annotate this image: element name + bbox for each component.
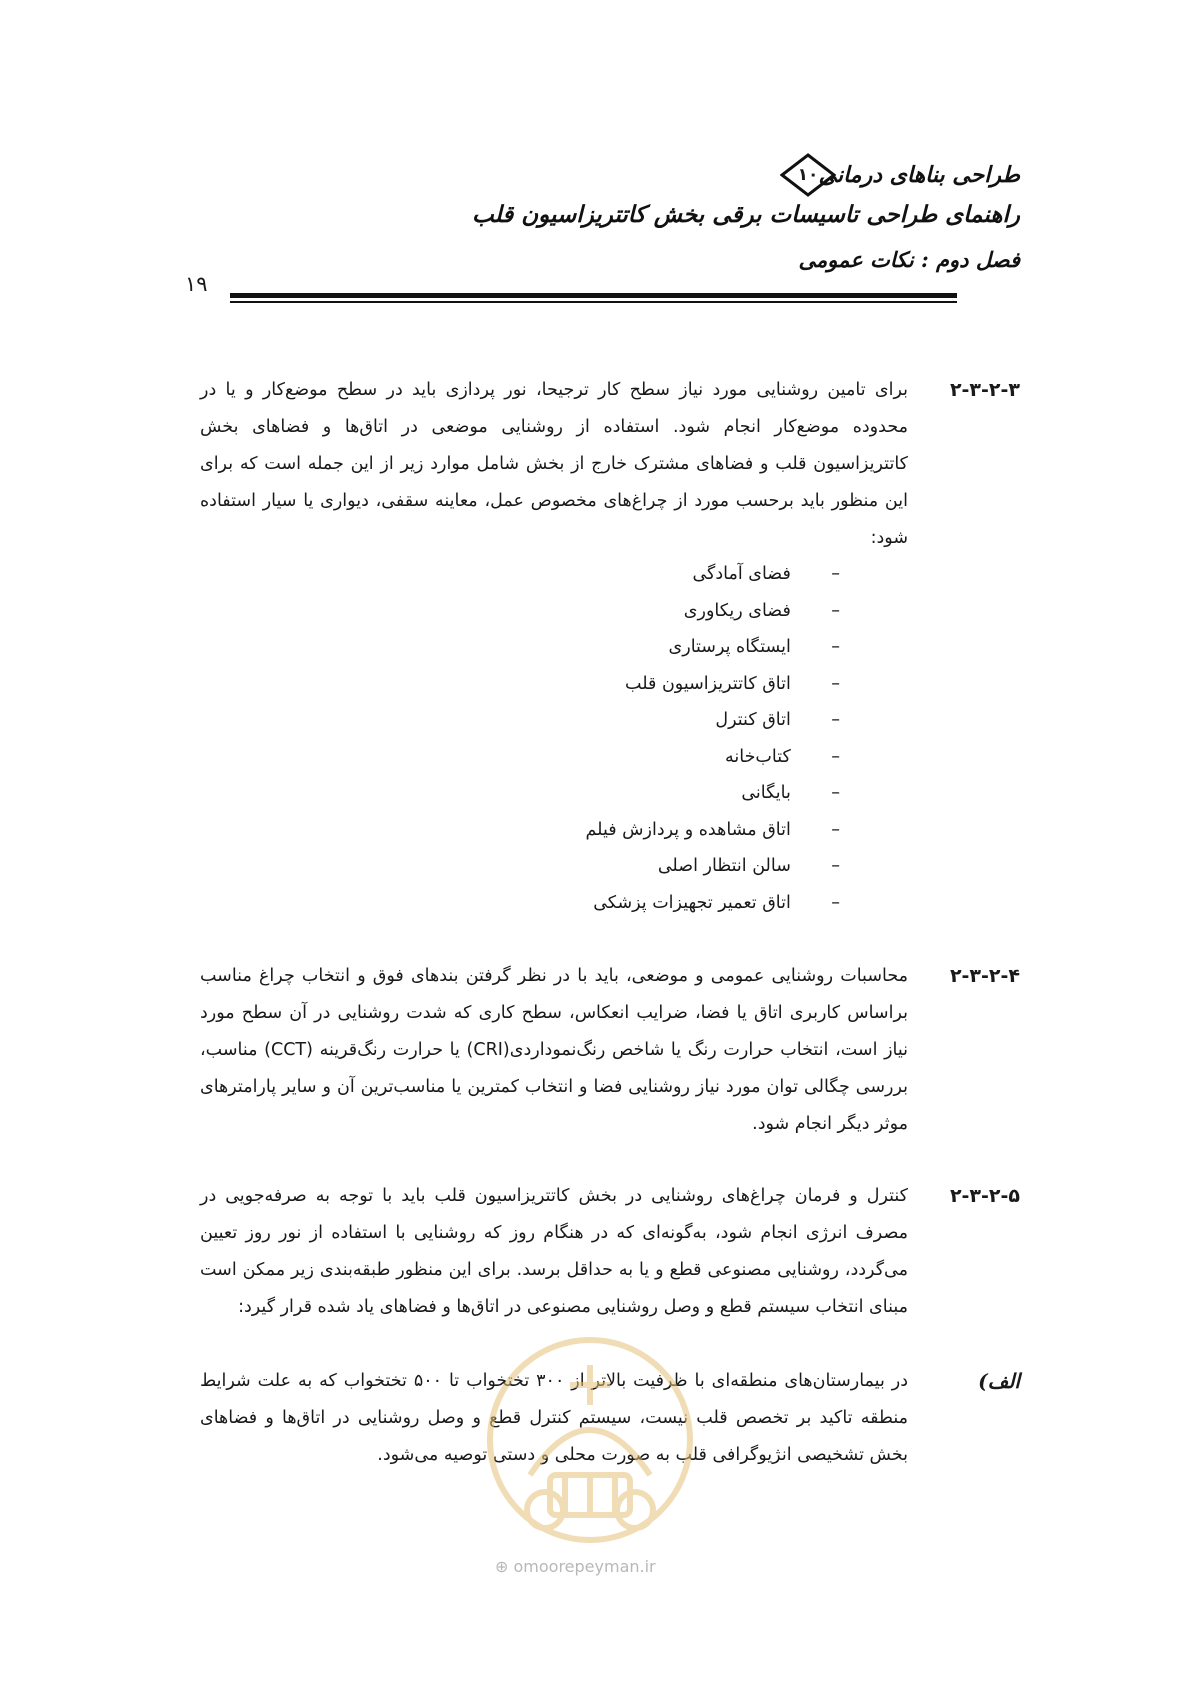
book-series-title: طراحی بناهای درمانی (818, 162, 1020, 188)
list-item (586, 593, 840, 630)
list-item-label: سالن انتظار اصلی (657, 856, 791, 876)
list-item-label: اتاق کاتتریزاسیون قلب (625, 673, 791, 694)
list-item (586, 775, 840, 812)
clause-label: الف) (978, 1369, 1020, 1393)
section-number: ۲-۳-۲-۳ (949, 379, 1020, 401)
dash-bullet: – (831, 783, 840, 803)
section-paragraph: محاسبات روشنایی عمومی و موضعی، باید با در نظر گرفتن بندهای فوق و انتخاب چراغ مناسب براساس کاربری اتاق یا فضا، ضرایب انعکاس، سطح کاری که شدت روشنایی در آن سطح مورد نیاز است، انتخاب حرارت رنگ یا شاخص رنگ‌نمودار‌دی(CRI) یا حرارت رنگ‌قرینه (CCT) مناسب، بررسی چگالی توان مورد نیاز روشنایی فضا و انتخاب کمترین یا مناسب‌ترین آن و سایر پارامترهای موثر دیگر انجام شود. (200, 966, 909, 1134)
section-paragraph: برای تامین روشنایی مورد نیاز سطح کار ترجیحا، نور پردازی باید در سطح موضع‌کار و یا در محدوده موضع‌کار انجام شود. استفاده از روشنایی موضعی در اتاق‌ها و فضاهای بخش کاتتریزاسیون قلب و فضاهای مشترک خارج از بخش شامل موارد زیر از این جمله است که برای این منظور باید برحسب مورد از چراغ‌های مخصوص عمل، معاینه سقفی، دیواری یا سیار استفاده شود: (200, 380, 908, 548)
dash-bullet: – (831, 637, 840, 657)
list-item (586, 739, 840, 776)
list-item (586, 885, 840, 922)
dash-bullet: – (831, 819, 840, 840)
page-number: ۱۹ (185, 272, 208, 296)
list-item-label: اتاق مشاهده و پردازش فیلم (585, 819, 791, 840)
section-number: ۲-۳-۲-۵ (949, 1185, 1020, 1207)
section-paragraph: کنترل و فرمان چراغ‌های روشنایی در بخش کاتتریزاسیون قلب باید با توجه به صرفه‌جویی در مصرف انرژی انجام شود، به‌گونه‌ای که در هنگام روز که روشنایی با استفاده از نور روز تعیین می‌گردد، روشنایی مصنوعی قطع و یا به حداقل برسد. برای این منظور طبقه‌بندی زیر ممکن است مبنای انتخاب سیستم قطع و وصل روشنایی مصنوعی در اتاق‌ها و فضاهای یاد شده قرار گیرد: (200, 1186, 908, 1317)
guide-title: راهنمای طراحی تاسیسات برقی بخش کاتتریزاسیون قلب (472, 201, 1020, 228)
list-item-label: اتاق تعمیر تجهیزات پزشکی (593, 892, 791, 913)
section-number: ۲-۳-۲-۴ (949, 965, 1020, 987)
list-item (586, 812, 840, 849)
dash-bullet: – (831, 746, 840, 767)
watermark-url-text: omoorepeyman.ir (513, 1557, 656, 1576)
dash-bullet: – (831, 564, 840, 584)
watermark-seal-icon (470, 1325, 710, 1555)
list-item-label: فضای آمادگی (692, 564, 791, 584)
local-lighting-spaces-list (586, 556, 840, 921)
watermark-url (495, 1557, 656, 1576)
list-item (586, 666, 840, 703)
list-item-label: کتاب‌خانه (725, 746, 791, 767)
list-item-label: ایستگاه پرستاری (668, 637, 791, 657)
list-item-label: فضای ریکاوری (683, 600, 791, 621)
volume-number: ۱۰ (797, 165, 819, 185)
header-rule-thick (230, 293, 957, 298)
list-item-label: اتاق کنترل (715, 710, 791, 730)
chapter-title: فصل دوم : نکات عمومی (798, 247, 1020, 272)
list-item-label: بایگانی (741, 783, 791, 803)
list-item (586, 702, 840, 739)
list-item (586, 848, 840, 885)
dash-bullet: – (831, 856, 840, 876)
header-rule-thin (230, 301, 957, 303)
list-item (586, 556, 840, 593)
dash-bullet: – (831, 892, 840, 913)
clause-paragraph: در بیمارستان‌های منطقه‌ای با ظرفیت بالاتر از ۳۰۰ تختخواب تا ۵۰۰ تختخواب که به علت شرایط منطقه تاکید بر تخصص قلب نیست، سیستم کنترل قطع و وصل روشنایی در اتاق‌ها و فضاهای بخش تشخیصی انژیوگرافی قلب به صورت محلی و دستی توصیه می‌شود. (200, 1371, 908, 1465)
dash-bullet: – (831, 600, 840, 621)
list-item (586, 629, 840, 666)
dash-bullet: – (831, 710, 840, 730)
globe-icon: ⊕ (495, 1557, 509, 1576)
dash-bullet: – (831, 673, 840, 694)
